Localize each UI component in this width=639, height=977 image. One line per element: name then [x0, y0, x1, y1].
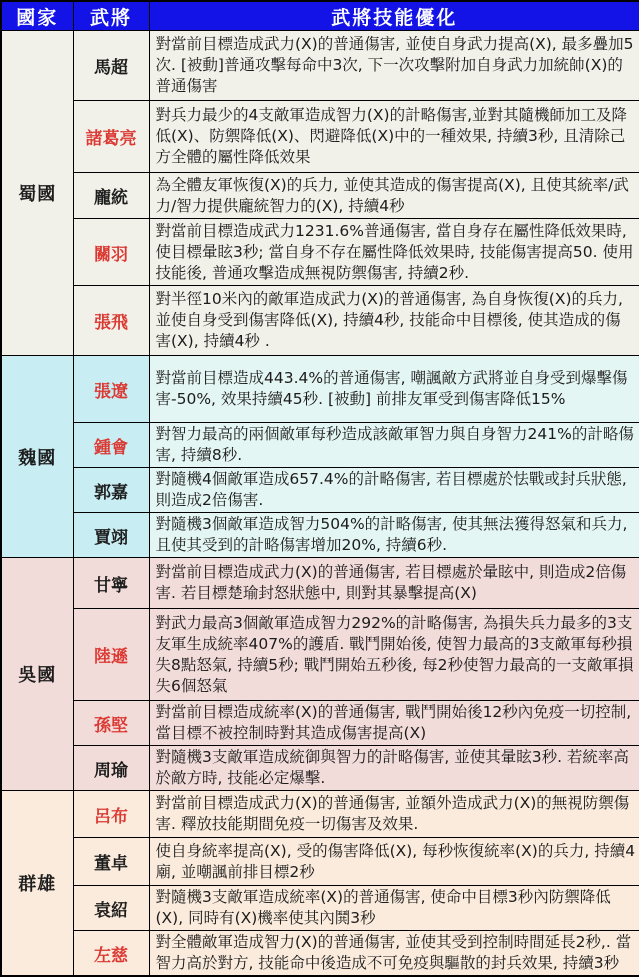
table-row — [1, 31, 639, 101]
general-name-cell: 孫堅 — [73, 701, 149, 746]
country-cell: 吳國 — [1, 558, 73, 791]
skill-description-cell: 對當前目標造成武力(X)的普通傷害, 並使自身武力提高(X), 最多疊加5次. [被動]普通攻擊每命中3次, 下一次攻擊附加自身武力加統帥(X)的普通傷害 — [149, 31, 639, 101]
skill-description-cell: 對當前目標造成統率(X)的普通傷害, 戰鬥開始後12秒內免疫一切控制, 當目標不被控制時對其造成傷害提高(X) — [149, 701, 639, 746]
general-name-cell: 馬超 — [73, 31, 149, 101]
skill-description-cell: 對隨機3支敵軍造成統率(X)的普通傷害, 使命中目標3秒內防禦降低(X), 同時有(X)機率使其內鬨3秒 — [149, 886, 639, 931]
skill-description-cell: 對隨機3個敵軍造成智力504%的計略傷害, 使其無法獲得怒氣和兵力, 且使其受到的計略傷害增加20%, 持續6秒. — [149, 513, 639, 558]
table-row — [1, 609, 639, 701]
skill-description-cell: 使自身統率提高(X), 受的傷害降低(X), 每秒恢復統率(X)的兵力, 持續4廟, 並嘲諷前排目標2秒 — [149, 838, 639, 886]
header-skill: 武將技能優化 — [149, 1, 639, 31]
table-row — [1, 173, 639, 219]
skill-description-cell: 對當前目標造成武力1231.6%普通傷害, 當自身存在屬性降低效果時, 使目標暈眩3秒; 當自身不存在屬性降低效果時, 技能傷害提高50. 使用技能後, 普通攻擊造成無視防禦傷害, 持續2秒. — [149, 219, 639, 286]
skill-description-cell: 對全體敵軍造成智力(X)的普通傷害, 並使其受到控制時間延長2秒,. 當智力高於對方, 技能命中後造成不可免疫與驅散的封兵效果, 持續3秒 — [149, 931, 639, 977]
general-name-cell: 張遼 — [73, 356, 149, 423]
table-row — [1, 931, 639, 977]
table-row — [1, 356, 639, 423]
general-name-cell: 左慈 — [73, 931, 149, 977]
table-row — [1, 791, 639, 838]
table-row — [1, 513, 639, 558]
table-row — [1, 219, 639, 286]
skill-description-cell: 對智力最高的兩個敵軍每秒造成該敵軍智力與自身智力241%的計略傷害, 持續8秒. — [149, 423, 639, 468]
skill-description-cell: 對隨機3支敵軍造成統御與智力的計略傷害, 並使其暈眩3秒. 若統率高於敵方時, 技能必定爆擊. — [149, 746, 639, 791]
table-row — [1, 746, 639, 791]
general-name-cell: 關羽 — [73, 219, 149, 286]
general-name-cell: 龐統 — [73, 173, 149, 219]
country-cell: 蜀國 — [1, 31, 73, 356]
table-row — [1, 423, 639, 468]
header-country: 國家 — [1, 1, 73, 31]
skill-description-cell: 對當前目標造成武力(X)的普通傷害, 並額外造成武力(X)的無視防禦傷害. 釋放技能期間免疫一切傷害及效果. — [149, 791, 639, 838]
skill-description-cell: 對半徑10米內的敵軍造成武力(X)的普通傷害, 為自身恢復(X)的兵力, 並使自身受到傷害降低(X), 持續4秒, 技能命中目標後, 使其造成的傷害(X), 持續4秒 . — [149, 286, 639, 356]
general-name-cell: 諸葛亮 — [73, 101, 149, 173]
general-name-cell: 陸遜 — [73, 609, 149, 701]
table-row — [1, 886, 639, 931]
table-row — [1, 558, 639, 609]
general-name-cell: 董卓 — [73, 838, 149, 886]
skill-description-cell: 對兵力最少的4支敵軍造成智力(X)的計略傷害,並對其隨機師加工及降低(X)、防禦降低(X)、閃避降低(X)中的一種效果, 持續3秒, 且清除己方全體的屬性降低效果 — [149, 101, 639, 173]
skill-description-cell: 對武力最高3個敵軍造成智力292%的計略傷害, 為損失兵力最多的3支友軍生成統率407%的護盾. 戰鬥開始後, 使智力最高的3支敵軍每秒損失8點怒氣, 持續5秒; 戰鬥開始五秒後, 每2秒使智力最高的一支敵軍損失6個怒氣 — [149, 609, 639, 701]
table-row — [1, 701, 639, 746]
country-cell: 魏國 — [1, 356, 73, 558]
skill-description-cell: 對隨機4個敵軍造成657.4%的計略傷害, 若目標處於怯戰或封兵狀態, 則造成2倍傷害. — [149, 468, 639, 513]
table-row — [1, 286, 639, 356]
general-name-cell: 張飛 — [73, 286, 149, 356]
general-name-cell: 甘寧 — [73, 558, 149, 609]
skill-description-cell: 為全體友軍恢復(X)的兵力, 並使其造成的傷害提高(X), 且使其統率/武力/智力提供龐統智力的(X), 持續4秒 — [149, 173, 639, 219]
general-name-cell: 鍾會 — [73, 423, 149, 468]
table-row — [1, 101, 639, 173]
general-name-cell: 周瑜 — [73, 746, 149, 791]
skill-description-cell: 對當前目標造成武力(X)的普通傷害, 若目標處於暈眩中, 則造成2倍傷害. 若目標楚瑜封怒狀態中, 則對其暴擊提高(X) — [149, 558, 639, 609]
table-row — [1, 468, 639, 513]
skill-description-cell: 對當前目標造成443.4%的普通傷害, 嘲諷敵方武將並自身受到爆擊傷害-50%, 效果持續45秒. [被動] 前排友軍受到傷害降低15% — [149, 356, 639, 423]
general-name-cell: 賈翊 — [73, 513, 149, 558]
general-name-cell: 郭嘉 — [73, 468, 149, 513]
general-name-cell: 呂布 — [73, 791, 149, 838]
table-row — [1, 838, 639, 886]
general-name-cell: 袁紹 — [73, 886, 149, 931]
table-body — [1, 31, 639, 977]
country-cell: 群雄 — [1, 791, 73, 977]
header-row — [1, 1, 639, 31]
header-general: 武將 — [73, 1, 149, 31]
